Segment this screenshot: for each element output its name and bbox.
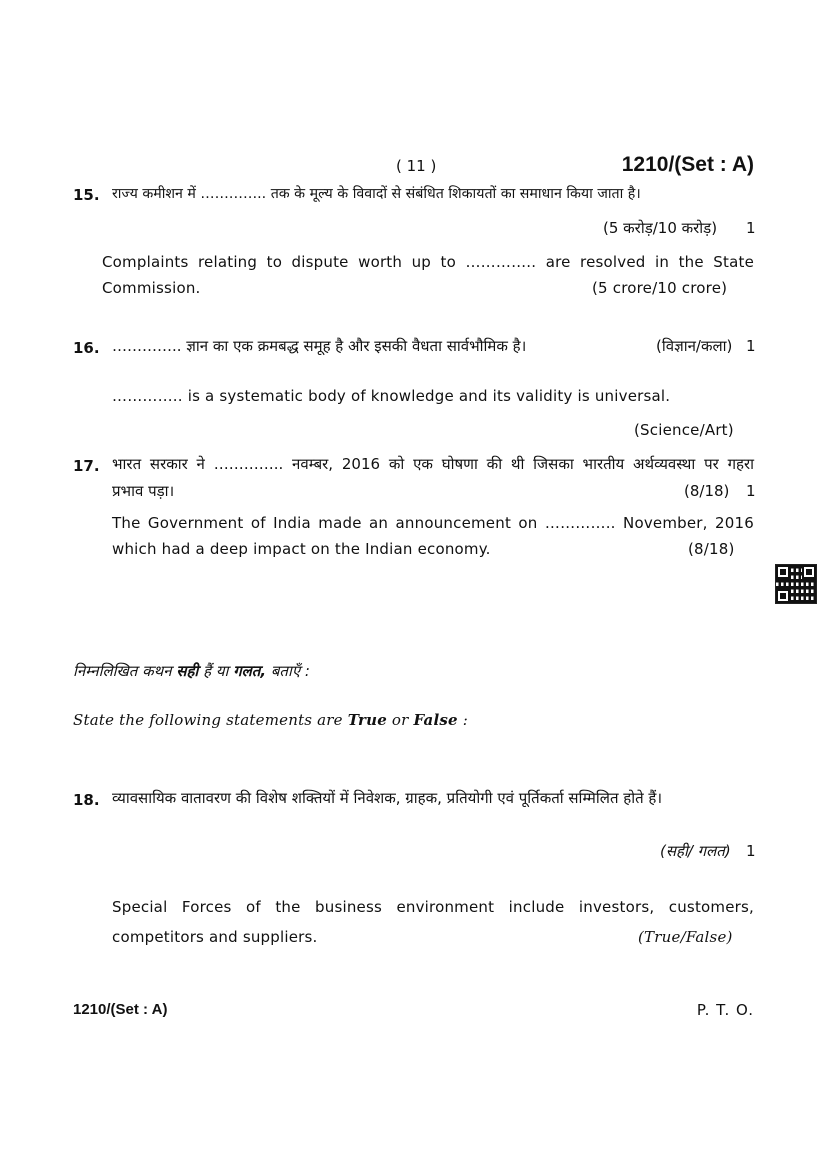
question-16-english: ………….. is a systematic body of knowledge and its validity is universal. bbox=[112, 387, 671, 405]
page-number: ( 11 ) bbox=[396, 157, 437, 175]
question-number-16: 16. bbox=[73, 339, 100, 357]
question-15-marks: 1 bbox=[746, 219, 756, 237]
question-16-english-options: (Science/Art) bbox=[634, 421, 734, 439]
question-18-hindi-options: (सही/ गलत) bbox=[660, 842, 731, 860]
instruction-hindi: निम्नलिखित कथन सही हैं या गलत, बताएँ : bbox=[73, 662, 310, 680]
question-16-hindi: ………….. ज्ञान का एक क्रमबद्ध समूह है और इसकी वैधता सार्वभौमिक है। bbox=[112, 337, 527, 355]
question-17-english-line2: which had a deep impact on the Indian economy. bbox=[112, 540, 491, 558]
question-18-english-line1: Special Forces of the business environment include investors, customers, bbox=[112, 898, 754, 916]
paper-code-footer: 1210/(Set : A) bbox=[73, 1001, 168, 1018]
question-15-english-line1: Complaints relating to dispute worth up to ………….. are resolved in the State bbox=[102, 253, 754, 271]
question-number-18: 18. bbox=[73, 791, 100, 809]
question-15-english-line2: Commission. bbox=[102, 279, 201, 297]
qr-code-icon bbox=[776, 565, 816, 603]
instruction-english: State the following statements are True or False : bbox=[73, 711, 468, 729]
question-17-english-line1: The Government of India made an announcement on ………….. November, 2016 bbox=[112, 514, 754, 532]
pto-label: P. T. O. bbox=[696, 1001, 754, 1019]
question-15-hindi: राज्य कमीशन में ………….. तक के मूल्य के विवादों से संबंधित शिकायतों का समाधान किया जाता है। bbox=[112, 186, 641, 202]
question-18-english-line2: competitors and suppliers. bbox=[112, 928, 318, 946]
question-16-marks: 1 bbox=[746, 337, 756, 355]
question-18-hindi: व्यावसायिक वातावरण की विशेष शक्तियों में निवेशक, ग्राहक, प्रतियोगी एवं पूर्तिकर्ता सम्मिलित होते हैं। bbox=[112, 789, 663, 807]
question-15-hindi-options: (5 करोड़/10 करोड़) bbox=[603, 219, 718, 237]
question-17-english-options: (8/18) bbox=[688, 540, 735, 558]
question-17-hindi-options: (8/18) bbox=[684, 482, 730, 500]
question-17-hindi-line2: प्रभाव पड़ा। bbox=[112, 482, 175, 500]
question-15-english-options: (5 crore/10 crore) bbox=[592, 279, 728, 297]
question-number-17: 17. bbox=[73, 457, 100, 475]
question-number-15: 15. bbox=[73, 186, 100, 204]
question-16-hindi-options: (विज्ञान/कला) bbox=[656, 337, 733, 355]
question-17-hindi-line1: भारत सरकार ने ………….. नवम्बर, 2016 को एक घोषणा की थी जिसका भारतीय अर्थव्यवस्था पर गहरा bbox=[112, 455, 754, 473]
paper-code-header: 1210/(Set : A) bbox=[621, 153, 754, 176]
question-18-marks: 1 bbox=[746, 842, 756, 860]
question-17-marks: 1 bbox=[746, 482, 756, 500]
question-18-english-options: (True/False) bbox=[638, 928, 733, 946]
